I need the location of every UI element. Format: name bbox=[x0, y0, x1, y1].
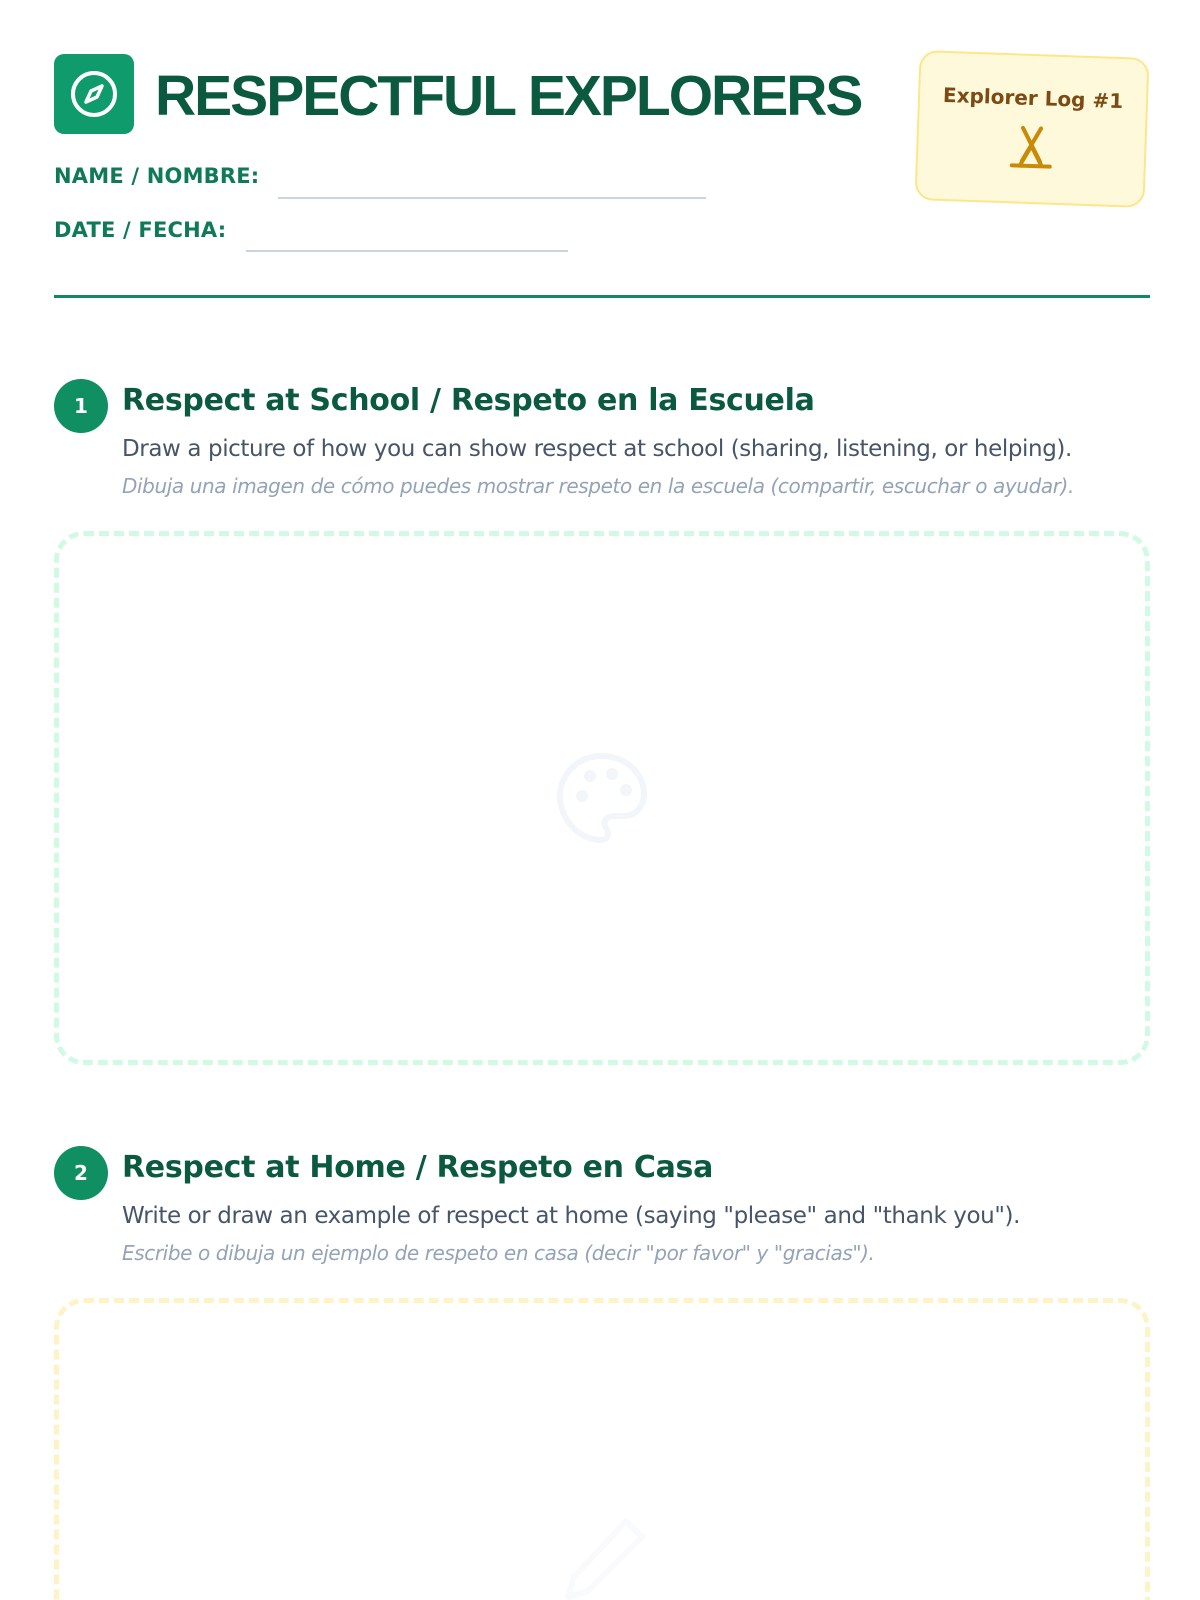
badge-label: Explorer Log #1 bbox=[942, 82, 1124, 114]
name-field[interactable] bbox=[278, 197, 706, 199]
drawing-area[interactable] bbox=[54, 1298, 1150, 1600]
palette-icon bbox=[554, 750, 650, 846]
campground-icon bbox=[1006, 119, 1058, 171]
section-instructions: Draw a picture of how you can show respect at school (sharing, listening, or helping). bbox=[122, 436, 1072, 462]
section-instructions-spanish: Escribe o dibuja un ejemplo de respeto en casa (decir "por favor" y "gracias"). bbox=[122, 1241, 875, 1265]
name-label: NAME / NOMBRE: bbox=[54, 164, 260, 188]
explorer-log-badge bbox=[914, 50, 1149, 208]
date-field[interactable] bbox=[246, 250, 568, 252]
section-title: Respect at School / Respeto en la Escuela bbox=[122, 383, 815, 418]
date-label: DATE / FECHA: bbox=[54, 218, 227, 242]
pencil-icon bbox=[554, 1513, 650, 1600]
page-title: RESPECTFUL EXPLORERS bbox=[155, 64, 862, 128]
logo bbox=[54, 54, 134, 134]
compass-icon bbox=[68, 68, 120, 120]
section-instructions: Write or draw an example of respect at home (saying "please" and "thank you"). bbox=[122, 1203, 1021, 1229]
header-divider bbox=[54, 295, 1150, 298]
section-number-badge: 2 bbox=[54, 1146, 108, 1200]
section-instructions-spanish: Dibuja una imagen de cómo puedes mostrar respeto en la escuela (compartir, escuchar o ayudar). bbox=[122, 474, 1074, 498]
section-title: Respect at Home / Respeto en Casa bbox=[122, 1150, 714, 1185]
section-number-badge: 1 bbox=[54, 379, 108, 433]
drawing-area[interactable] bbox=[54, 531, 1150, 1065]
